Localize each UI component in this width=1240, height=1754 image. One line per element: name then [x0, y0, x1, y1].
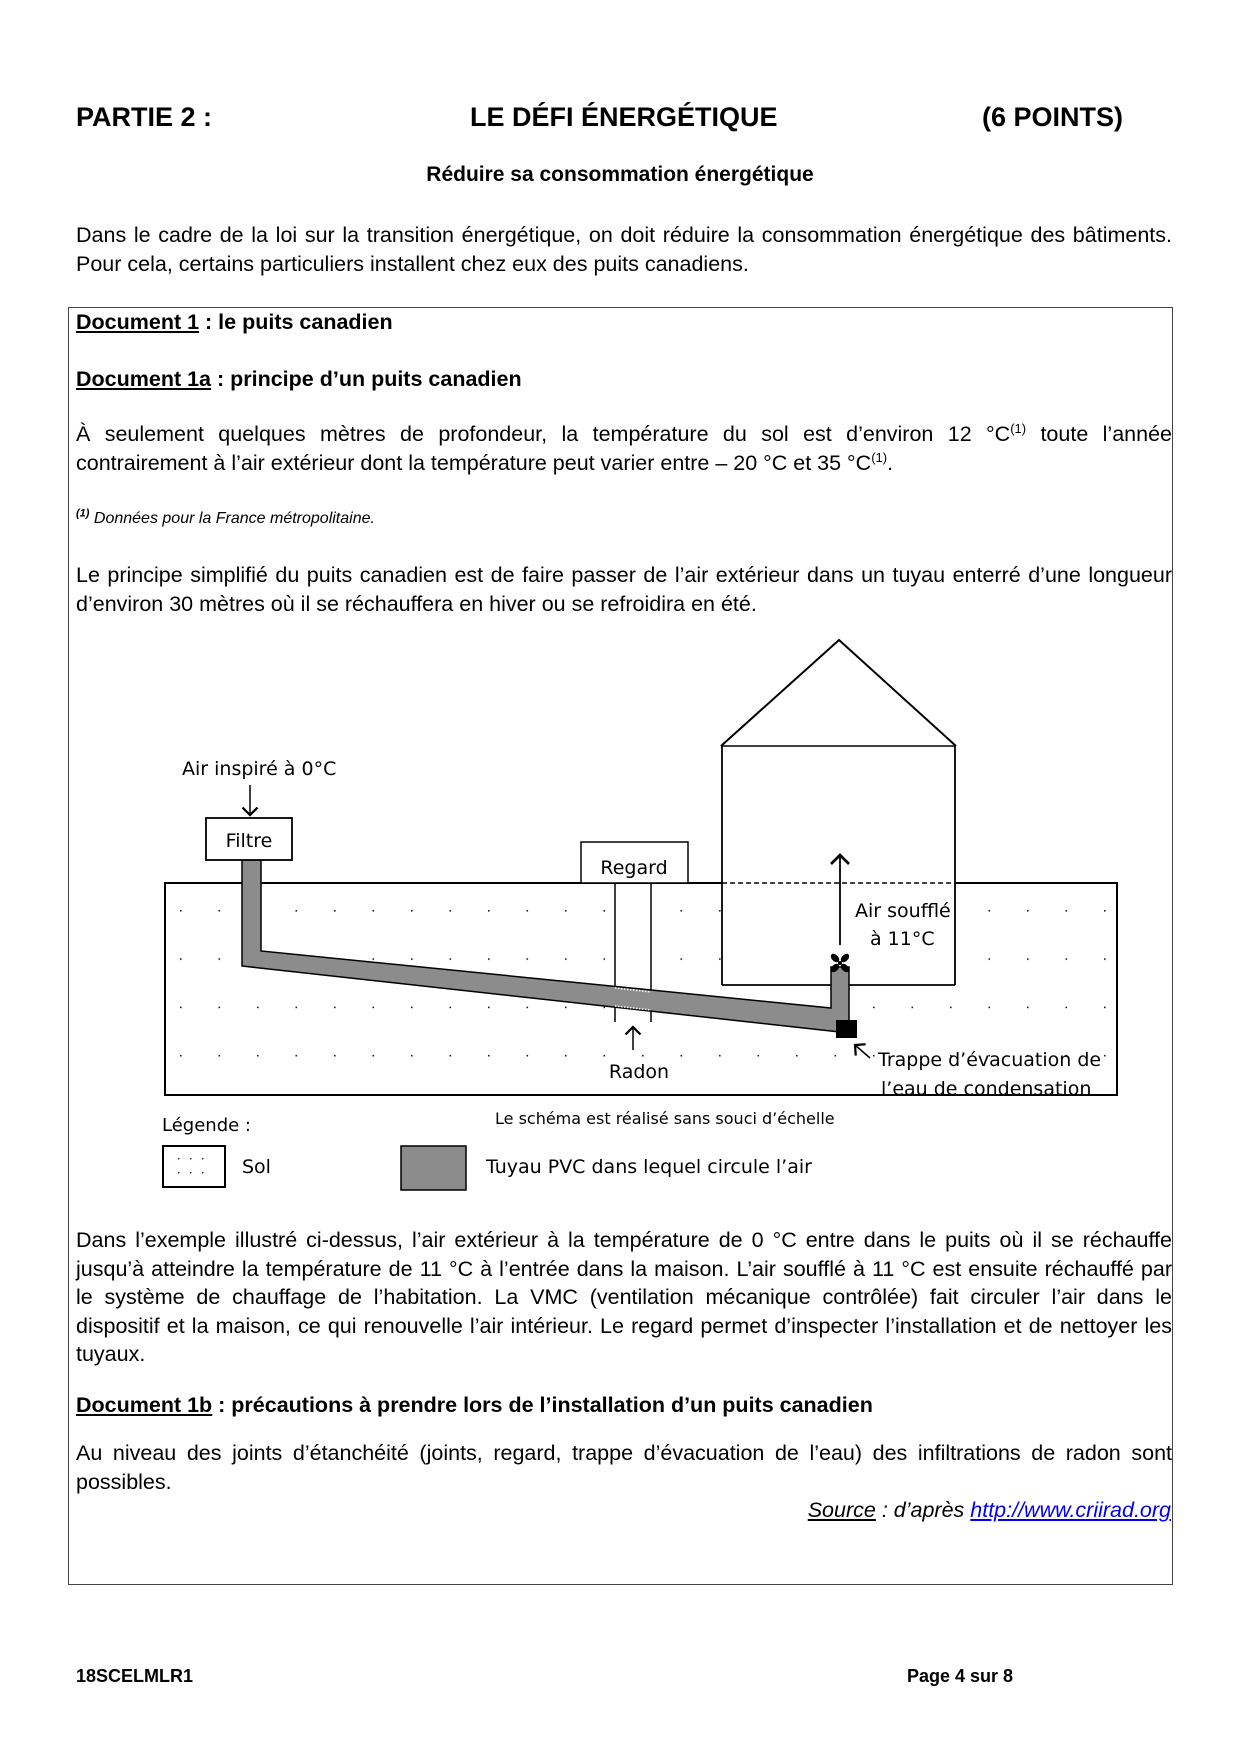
air-in-label: Air inspiré à 0°C: [182, 758, 337, 780]
source-link[interactable]: http://www.criirad.org: [970, 1498, 1171, 1522]
house-roof: [721, 640, 956, 746]
document1-ref: Document 1: [76, 310, 200, 334]
text-segment: À seulement quelques mètres de profondeur, la température du sol est d’environ 12 °C: [76, 422, 1011, 446]
footnote-ref: (1): [871, 449, 888, 465]
document1b-title: : précautions à prendre lors de l’installation d’un puits canadien: [212, 1393, 873, 1417]
footnote-ref: (1): [1010, 420, 1027, 436]
air-out-label-line2: à 11°C: [870, 928, 935, 950]
document1b-heading: [76, 1393, 873, 1418]
scale-note: Le schéma est réalisé sans souci d’échelle: [495, 1109, 835, 1128]
document1a-paragraph-2: Le principe simplifié du puits canadien est de faire passer de l’air extérieur dans un tuyau enterré d’une longueur d’environ 30 mètres où il se réchauffera en hiver ou se refroidira en été.: [76, 563, 1172, 616]
radon-label: Radon: [608, 1061, 670, 1083]
legend-pipe-label: Tuyau PVC dans lequel circule l’air: [486, 1156, 812, 1178]
source-line: [808, 1498, 1171, 1523]
legend-soil-label: Sol: [242, 1156, 271, 1178]
document1b-ref: Document 1b: [76, 1393, 213, 1417]
points-label: (6 POINTS): [982, 102, 1124, 132]
footnote-mark: (1): [76, 507, 90, 520]
text-segment: .: [887, 450, 894, 475]
document1a-paragraph-3: Dans l’exemple illustré ci-dessus, l’air extérieur à la température de 0 °C entre dans le puits où il se réchauffe jusqu’à atteindre la température de 11 °C à l’entrée dans la maison. L’air soufflé à 11 °C est ensuite réchauffé par le système de chauffage de l’habitation. La VMC (ventilation mécanique contrôlée) fait circuler l’air dans le dispositif et la maison, ce qui renouvelle l’air intérieur. Le regard permet d’inspecter l’installation et de nettoyer les tuyaux.: [76, 1228, 1172, 1366]
filter-label: Filtre: [225, 830, 273, 852]
intro-paragraph: Dans le cadre de la loi sur la transition énergétique, on doit réduire la consommation énergétique des bâtiments. Pour cela, certains particuliers installent chez eux des puits canadiens.: [76, 223, 1172, 276]
section-subtitle: Réduire sa consommation énergétique: [426, 163, 814, 186]
page-title: LE DÉFI ÉNERGÉTIQUE: [470, 102, 778, 132]
document1a-ref: Document 1a: [76, 367, 212, 391]
legend-soil-swatch: [163, 1146, 225, 1187]
document1b-paragraph: Au niveau des joints d’étanchéité (joints, regard, trappe d’évacuation de l’eau) des infiltrations de radon sont possibles.: [76, 1441, 1172, 1494]
footer-page-number: Page 4 sur 8: [907, 1666, 1014, 1686]
condensation-trap: [836, 1020, 857, 1038]
source-label: Source: [807, 1498, 876, 1522]
footer-code: 18SCELMLR1: [76, 1666, 194, 1686]
air-out-label-line1: Air soufflé: [855, 900, 951, 922]
document1a-title: : principe d’un puits canadien: [211, 367, 522, 391]
legend-pipe-swatch: [401, 1146, 466, 1190]
trap-label-line2: l’eau de condensation: [881, 1078, 1092, 1100]
legend-title: Légende :: [162, 1115, 251, 1136]
source-mid: : d’après: [875, 1498, 971, 1522]
trap-label-line1: Trappe d’évacuation de: [878, 1049, 1102, 1071]
footnote-text: Données pour la France métropolitaine.: [89, 510, 375, 527]
regard-label: Regard: [600, 857, 668, 879]
text-segment: toute l’année contrairement à l’air extérieur dont la température peut varier entre – 20 °C et 35 °C: [76, 422, 1172, 475]
part-label: PARTIE 2 :: [76, 102, 213, 132]
document1-title: : le puits canadien: [199, 310, 393, 334]
